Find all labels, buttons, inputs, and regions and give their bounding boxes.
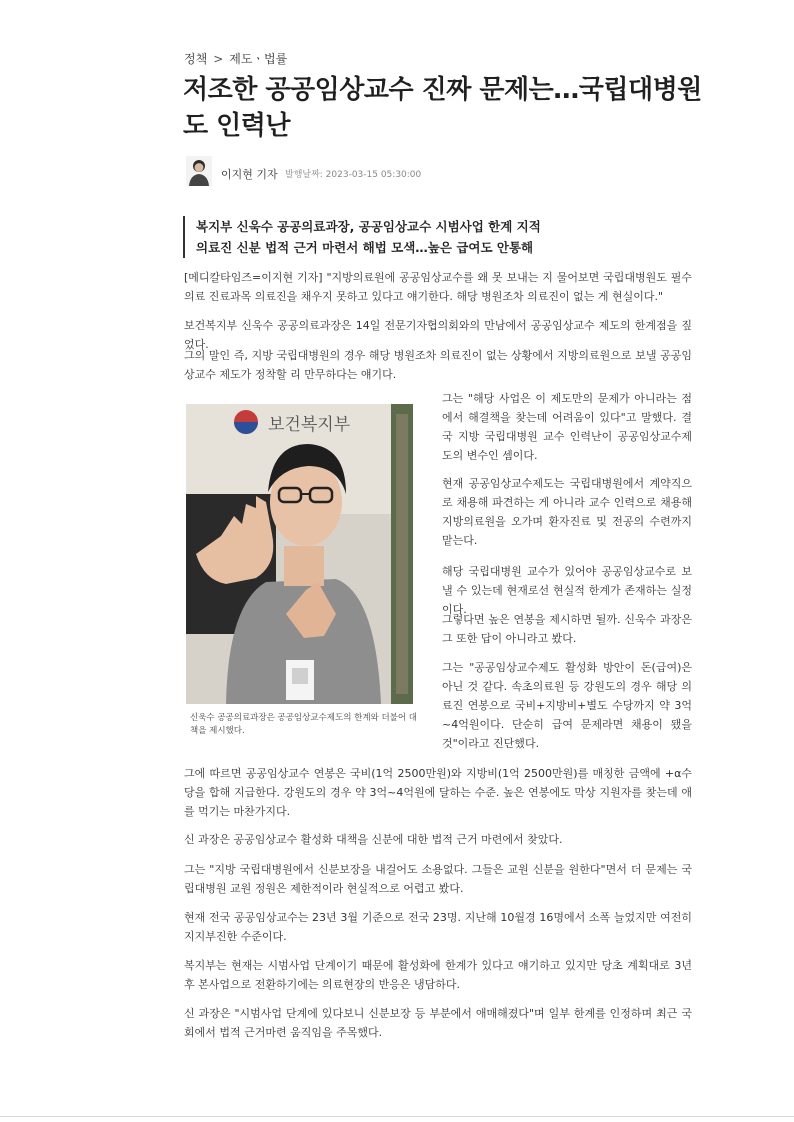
- article-photo: [186, 404, 413, 704]
- subheading-line: 복지부 신욱수 공공의료과장, 공공임상교수 시범사업 한계 지적: [196, 219, 541, 234]
- article-subheading: [183, 216, 636, 258]
- body-paragraph: 그에 따르면 공공임상교수 연봉은 국비(1억 2500만원)와 지방비(1억 2500만원)를 매칭한 금액에 +α수당을 합해 지급한다. 강원도의 경우 약 3억~4억원에 달하는 수준. 높은 연봉에도 막상 지원자를 찾는데 애를 먹기는 마찬가지다.: [184, 767, 692, 818]
- body-paragraph: 그는 "해당 사업은 이 제도만의 문제가 아니라는 점에서 해결책을 찾는데 어려움이 있다"고 말했다. 결국 지방 국립대병원 교수 인력난이 공공임상교수제도의 변수인 셈이다.: [442, 392, 692, 462]
- body-paragraph: 그는 "공공임상교수제도 활성화 방안이 돈(급여)은 아닌 것 같다. 속초의료원 등 강원도의 경우 해당 의료진 연봉으로 국비+지방비+별도 수당까지 약 3억~4억원이다. 단순히 급여 문제라면 채용이 됐을 것"이라고 진단했다.: [442, 661, 692, 750]
- reporter-avatar: [186, 156, 212, 186]
- breadcrumb-section[interactable]: 정책: [184, 52, 208, 66]
- body-paragraph: 신 과장은 "시범사업 단계에 있다보니 신분보장 등 부분에서 애매해졌다"며 일부 한계를 인정하며 최근 국회에서 법적 근거마련 움직임을 주목했다.: [184, 1007, 692, 1039]
- publish-date: 발행날짜: 2023-03-15 05:30:00: [285, 170, 422, 180]
- reporter-name[interactable]: 이지현 기자: [221, 168, 278, 181]
- breadcrumb-subsection[interactable]: 제도ㆍ법률: [229, 52, 288, 66]
- body-paragraph: 현재 공공임상교수제도는 국립대병원에서 계약직으로 채용해 파견하는 게 아니라 교수 인력으로 채용해 지방의료원을 오가며 환자진료 및 전공의 수련까지 맡는다.: [442, 477, 692, 547]
- body-paragraph: 그의 말인 즉, 지방 국립대병원의 경우 해당 병원조차 의료진이 없는 상황에서 지방의료원으로 보낼 공공임상교수 제도가 정착할 리 만무하다는 얘기다.: [184, 349, 692, 381]
- photo-sign-text: 보건복지부: [268, 415, 351, 435]
- byline: [186, 156, 586, 188]
- body-paragraph: 현재 전국 공공임상교수는 23년 3월 기준으로 전국 23명. 지난해 10월경 16명에서 소폭 늘었지만 여전히 지지부진한 수준이다.: [184, 911, 692, 943]
- body-paragraph: [메디칼타임즈=이지현 기자] "지방의료원에 공공임상교수를 왜 못 보내는 지 물어보면 국립대병원도 필수의료 진료과목 의료진을 채우지 못하고 있다고 얘기한다. 해당 병원조차 의료진이 없는 게 현실이다.": [184, 271, 692, 303]
- body-paragraph: 해당 국립대병원 교수가 있어야 공공임상교수로 보낼 수 있는데 현재로선 현실적 한계가 존재하는 실정이다.: [442, 565, 692, 616]
- body-paragraph: 보건복지부 신욱수 공공의료과장은 14일 전문기자협의회와의 만남에서 공공임상교수 제도의 한계점을 짚었다.: [184, 319, 692, 351]
- body-paragraph: 그렇다면 높은 연봉을 제시하면 될까. 신욱수 과장은 그 또한 답이 아니라고 봤다.: [442, 613, 692, 645]
- breadcrumb-separator: >: [213, 52, 224, 66]
- subheading-line: 의료진 신분 법적 근거 마련서 해법 모색…높은 급여도 안통해: [196, 240, 534, 255]
- body-paragraph: 신 과장은 공공임상교수 활성화 대책을 신분에 대한 법적 근거 마련에서 찾았다.: [184, 833, 563, 846]
- article-title: 저조한 공공임상교수 진짜 문제는…국립대병원도 인력난: [183, 75, 702, 141]
- page-divider: [0, 1116, 794, 1117]
- body-paragraph: 복지부는 현재는 시범사업 단계이기 때문에 활성화에 한계가 있다고 얘기하고 있지만 당초 계획대로 3년 후 본사업으로 전환하기에는 의료현장의 반응은 냉담하다.: [184, 959, 692, 991]
- photo-caption: 신욱수 공공의료과장은 공공임상교수제도의 한계와 더불어 대책을 제시했다.: [190, 713, 417, 736]
- body-paragraph: 그는 "지방 국립대병원에서 신분보장을 내걸어도 소용없다. 그들은 교원 신분을 원한다"면서 더 문제는 국립대병원 교원 정원은 제한적이라 현실적으로 어렵고 봤다.: [184, 863, 692, 895]
- breadcrumb: [184, 50, 287, 67]
